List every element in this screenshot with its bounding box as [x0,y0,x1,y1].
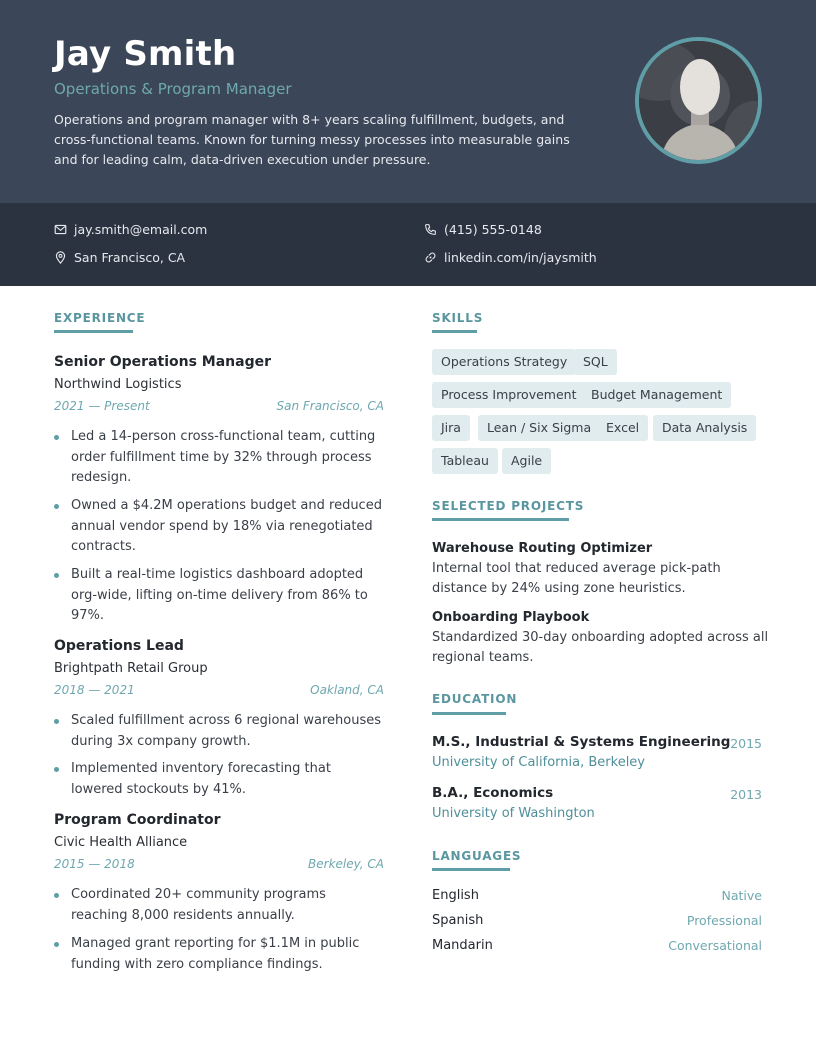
bullet-dot [54,504,59,509]
contact-location [54,250,185,265]
contact-bar [0,203,816,286]
skill-chip: Operations Strategy [432,349,576,375]
location-pin-icon [54,251,67,264]
degree-year: 2015 [730,736,762,751]
education-rule [432,712,506,715]
job-company: Northwind Logistics [54,377,182,392]
job-location: San Francisco, CA [276,399,384,413]
mail-icon [54,223,67,236]
project-description: Internal tool that reduced average pick-path distance by 24% using zone heuristics. [432,561,721,596]
job-title: Program Coordinator [54,812,221,828]
school-name: University of Washington [432,806,595,821]
skill-chip: Data Analysis [653,415,756,441]
bullet-dot [54,435,59,440]
skill-chip: Jira [432,415,470,441]
job-bullet: Owned a $4.2M operations budget and reduced annual vendor spend by 18% via renegotiated contracts. [54,496,384,558]
skill-chip: Excel [597,415,648,441]
degree-title: M.S., Industrial & Systems Engineering [432,734,731,750]
languages-heading: LANGUAGES [432,849,522,863]
link-icon [424,251,437,264]
bullet-dot [54,719,59,724]
job-bullet: Coordinated 20+ community programs reaching 8,000 residents annually. [54,885,384,926]
language-level: Native [721,888,762,903]
projects-rule [432,518,569,521]
phone-text: (415) 555-0148 [444,222,542,237]
email-text: jay.smith@email.com [74,222,208,237]
language-name: Spanish [432,913,484,928]
bullet-dot [54,767,59,772]
experience-heading: EXPERIENCE [54,311,146,325]
job-company: Brightpath Retail Group [54,661,208,676]
project-title: Onboarding Playbook [432,610,590,625]
language-level: Professional [686,913,762,928]
job-bullet: Scaled fulfillment across 6 regional warehouses during 3x company growth. [54,711,384,752]
resume-header [0,0,816,203]
job-dates: 2018 — 2021 [54,683,135,697]
job-dates: 2021 — Present [54,399,150,413]
skill-chip: Lean / Six Sigma [478,415,600,441]
job-dates: 2015 — 2018 [54,857,135,871]
skills-rule [432,330,477,333]
project-title: Warehouse Routing Optimizer [432,541,653,556]
skill-chip: Budget Management [582,382,731,408]
education-heading: EDUCATION [432,692,518,706]
experience-rule [54,330,133,333]
job-location: Berkeley, CA [308,857,384,871]
bullet-dot [54,573,59,578]
profile-summary: Operations and program manager with 8+ years scaling fulfillment, budgets, and cross-functional teams. Known for turning messy processes into measurable gains and for leading calm, data-driven execution under pressure. [54,112,570,167]
skill-chip: SQL [574,349,617,375]
language-level: Conversational [668,938,762,953]
language-name: Mandarin [432,938,493,953]
skill-chip: Agile [502,448,551,474]
linkedin-text: linkedin.com/in/jaysmith [444,250,597,265]
avatar [635,37,762,164]
job-bullet: Managed grant reporting for $1.1M in public funding with zero compliance findings. [54,934,384,975]
candidate-name: Jay Smith [54,34,237,74]
job-title: Senior Operations Manager [54,354,272,370]
skill-chip: Process Improvement [432,382,585,408]
candidate-role: Operations & Program Manager [54,80,292,98]
contact-email[interactable] [54,222,207,237]
phone-icon [424,223,437,236]
skills-heading: SKILLS [432,311,484,325]
job-bullet: Implemented inventory forecasting that lowered stockouts by 41%. [54,759,384,800]
degree-year: 2013 [730,787,762,802]
contact-phone[interactable] [424,222,542,237]
bullet-dot [54,942,59,947]
projects-heading: SELECTED PROJECTS [432,499,585,513]
location-text: San Francisco, CA [74,250,186,265]
job-company: Civic Health Alliance [54,835,188,850]
skill-chip: Tableau [432,448,498,474]
bullet-dot [54,893,59,898]
job-location: Oakland, CA [310,683,384,697]
contact-linkedin[interactable] [424,250,597,265]
job-bullet: Led a 14-person cross-functional team, cutting order fulfillment time by 32% through process redesign. [54,427,384,489]
languages-rule [432,868,510,871]
job-title: Operations Lead [54,638,184,654]
job-bullet: Built a real-time logistics dashboard adopted org-wide, lifting on-time delivery from 86% to 97%. [54,565,384,627]
project-description: Standardized 30-day onboarding adopted across all regional teams. [432,630,769,665]
language-name: English [432,888,479,903]
degree-title: B.A., Economics [432,785,554,801]
person-silhouette-icon [639,41,758,160]
school-name: University of California, Berkeley [432,755,645,770]
